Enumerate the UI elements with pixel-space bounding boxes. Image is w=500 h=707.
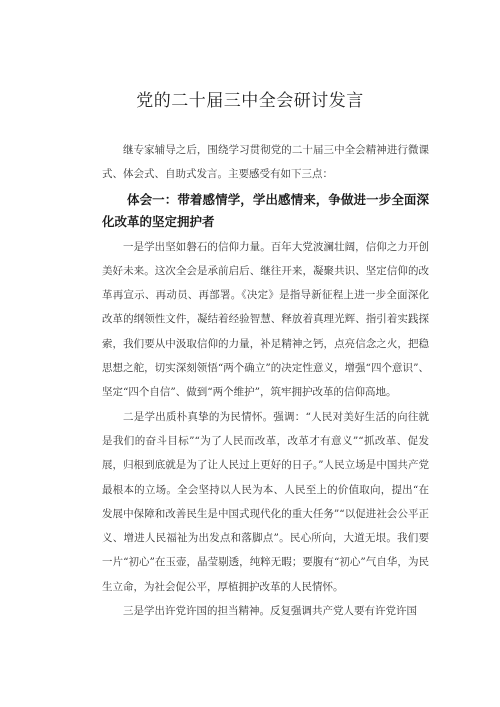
paragraph-2: 二是学出质朴真挚的为民情怀。强调：“人民对美好生活的向往就是我们的奋斗目标”“为了人民而改革，改革才有意义”“抓改革、促发展，归根到底就是为了让人民过上更好的日子。”人民立场是中国共产党最根本的立场。全会坚持以人民为本、人民至上的价值取向，提出“在发展中保障和改善民生是中国式现代化的重大任务”“以促进社会公平正义、增进人民福祉为出发点和落脚点”。民心所向，大道无垠。我们要一片“初心”在玉壶，晶莹剔透，纯粹无暇；要腹有“初心”气自华，为民生立命，为社会促公平，厚植拥护改革的人民情怀。 bbox=[102, 410, 429, 593]
document-title: 党的二十届三中全会研讨发言 bbox=[136, 91, 364, 111]
intro-paragraph: 继专家辅导之后，围绕学习贯彻党的二十届三中全会精神进行微课式、体会式、自助式发言。主要感受有如下三点： bbox=[102, 144, 429, 181]
paragraph-1: 一是学出坚如磐石的信仰力量。百年大党波澜壮阔，信仰之力开创美好未来。这次全会是承前启后、继往开来，凝聚共识、坚定信仰的改革再宣示、再动员、再部署。《决定》是指导新征程上进一步全面深化改革的纲领性文件，凝结着经验智慧、释放着真理光辉、指引着实践探索，我们要从中汲取信仰的力量，补足精神之钙，点亮信念之火，把稳思想之舵，切实深刻领悟“两个确立”的决定性意义，增强“四个意识”、坚定“四个自信”、做到“两个维护”，筑牢拥护改革的信仰高地。 bbox=[102, 240, 429, 399]
section-heading: 体会一：带着感情学，学出感情来，争做进一步全面深化改革的坚定拥护者 bbox=[102, 191, 429, 229]
paragraph-3: 三是学出许党许国的担当精神。反复强调共产党人要有许党许国 bbox=[123, 605, 417, 618]
document-body bbox=[102, 138, 429, 623]
